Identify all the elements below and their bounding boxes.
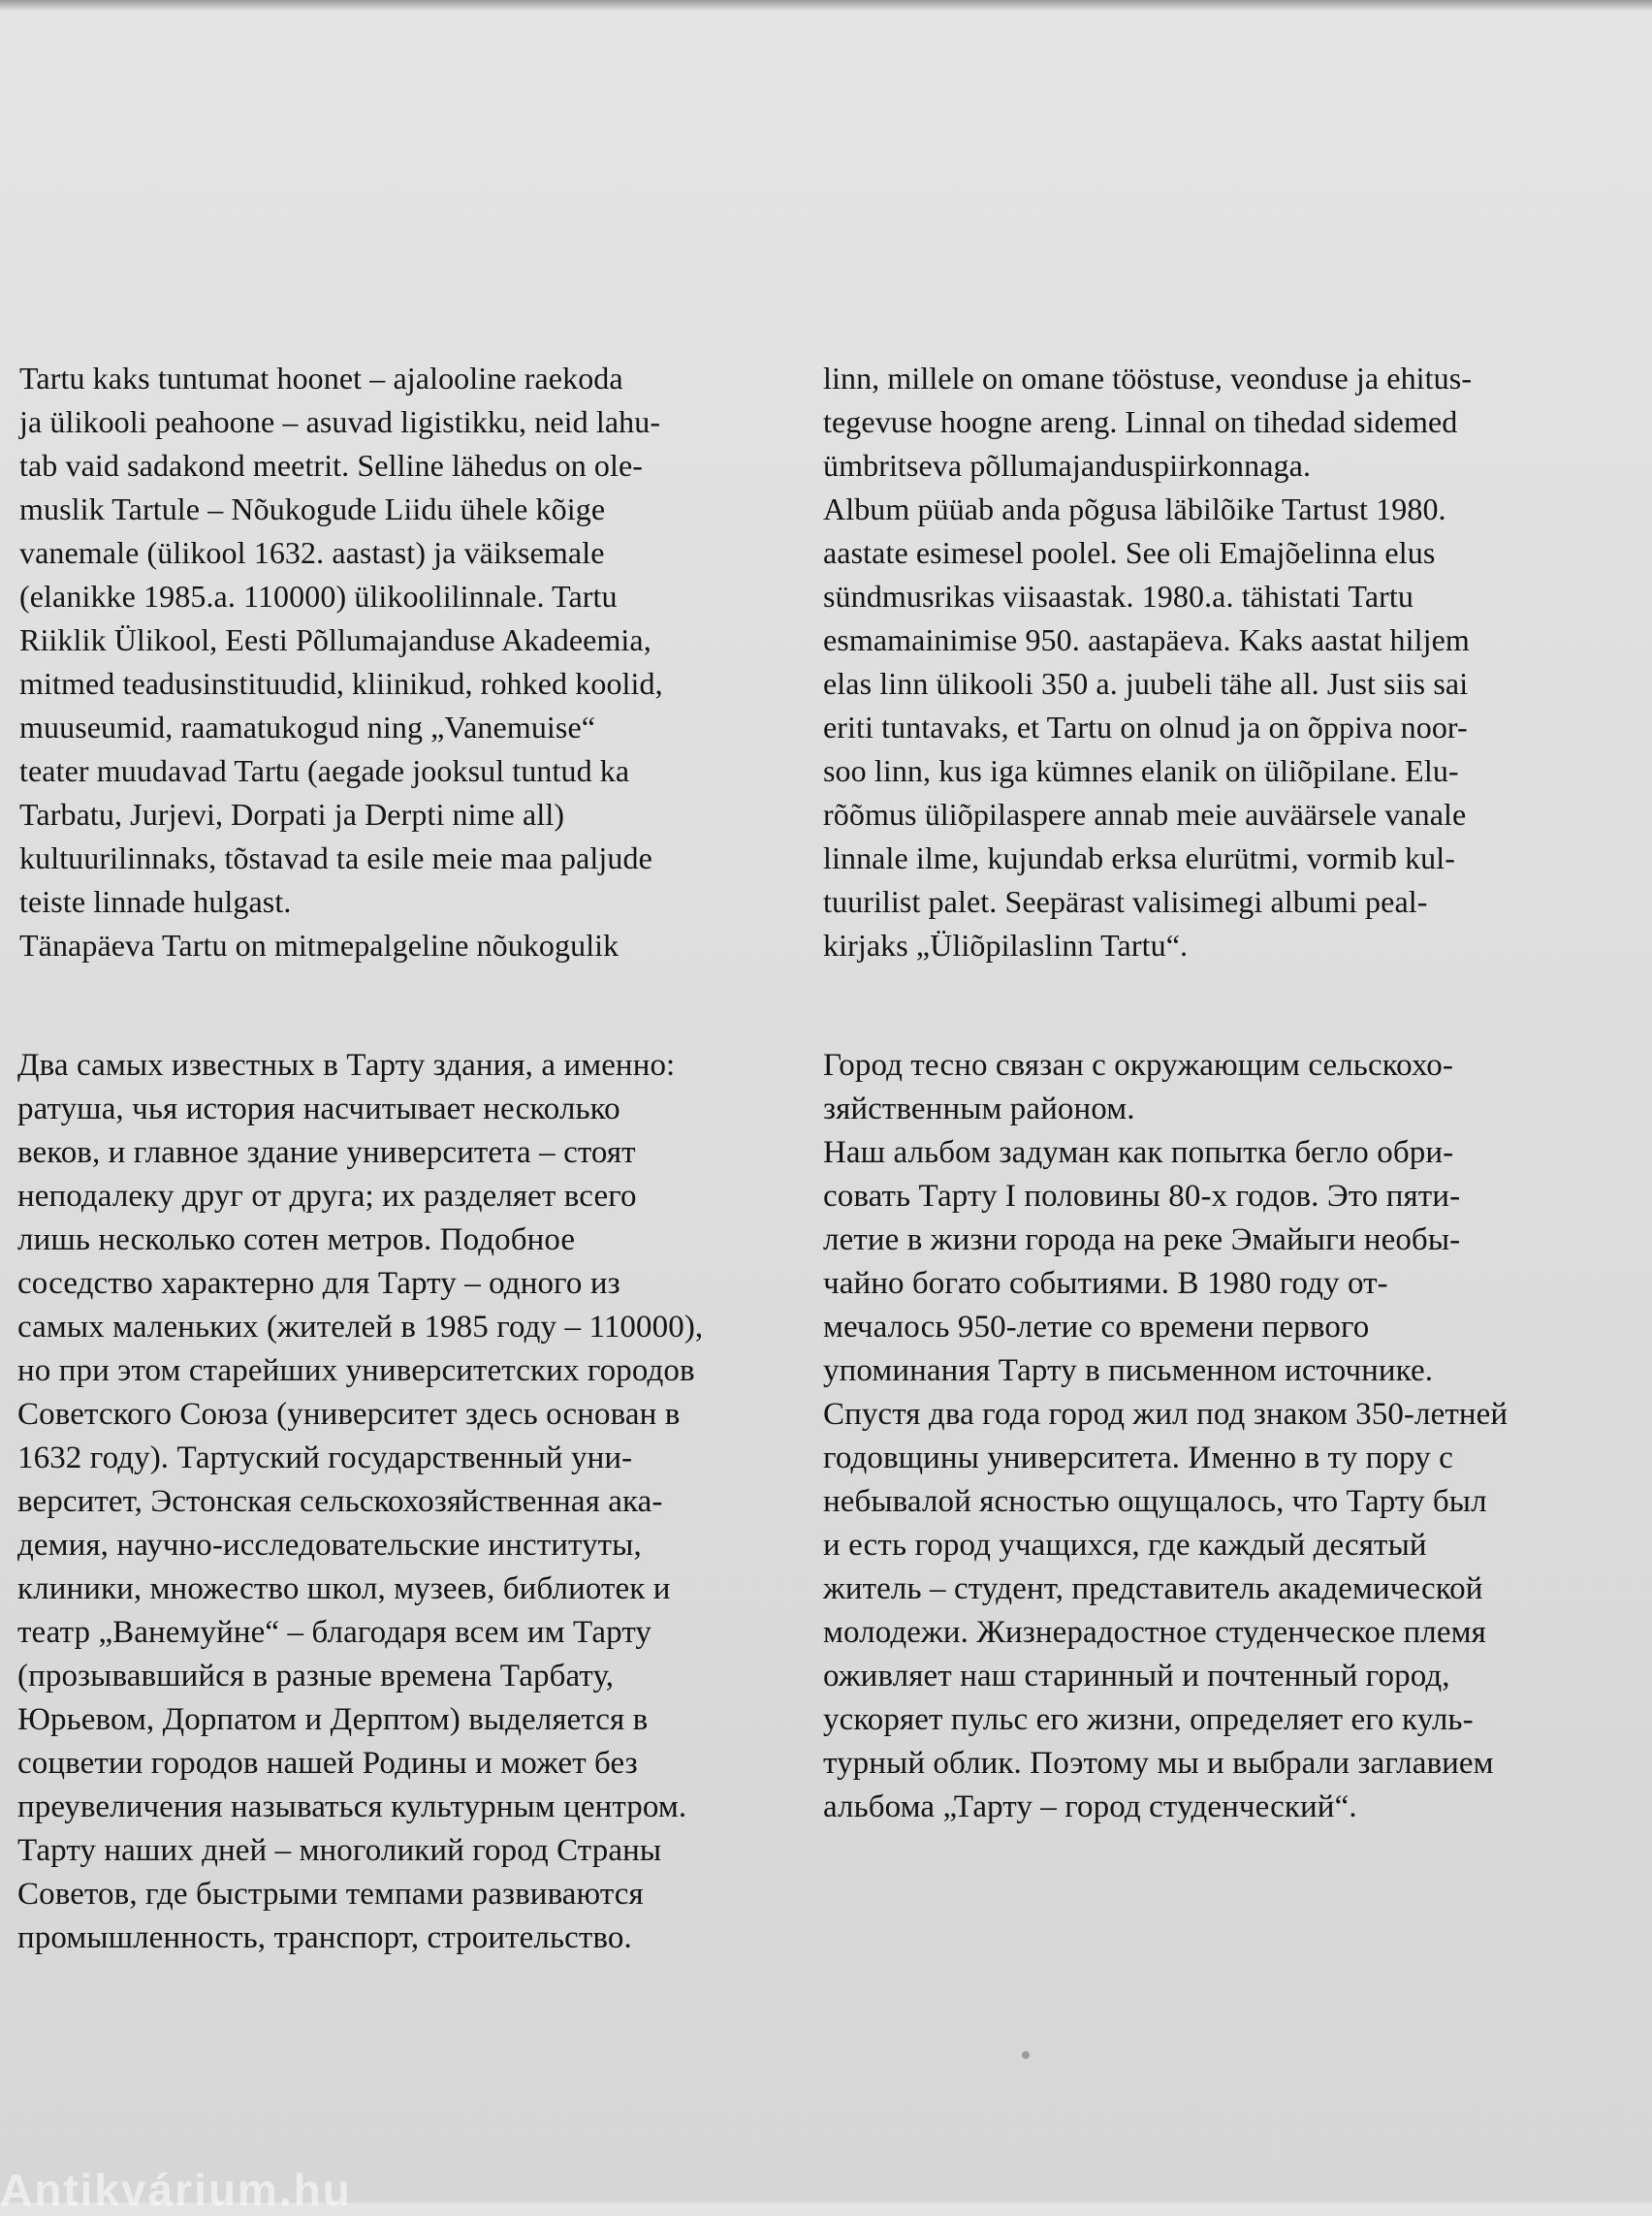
text-line: Юрьевом, Дорпатом и Дерптом) выделяется в [17, 1702, 649, 1737]
text-line: tab vaid sadakond meetrit. Selline lähedus on ole- [19, 448, 644, 483]
text-line: мечалось 950-летие со времени первого [823, 1310, 1370, 1345]
text-line: muslik Tartule – Nõukogude Liidu ühele kõige [19, 491, 606, 526]
text-line: и есть город учащихся, где каждый десятый [823, 1528, 1427, 1563]
text-line: Tarbatu, Jurjevi, Dorpati ja Derpti nime all) [19, 797, 565, 832]
text-line: tuurilist palet. Seepärast valisimegi albumi peal- [823, 884, 1428, 919]
text-line: eriti tuntavaks, et Tartu on olnud ja on õppiva noor- [823, 710, 1468, 744]
text-line: soo linn, kus iga kümnes elanik on üliõpilane. Elu- [823, 753, 1459, 788]
text-line: ümbritseva põllumajanduspiirkonnaga. [823, 448, 1312, 483]
text-line: mitmed teadusinstituudid, kliinikud, rohked koolid, [19, 666, 663, 701]
text-line: sündmusrikas viisaastak. 1980.a. tähistati Tartu [823, 579, 1414, 614]
text-line: teiste linnade hulgast. [19, 884, 292, 919]
text-line: vanemale (ülikool 1632. aastast) ja väiksemale [19, 535, 605, 570]
text-line: лишь несколько сотен метров. Подобное [17, 1222, 576, 1257]
text-line: kultuurilinnaks, tõstavad ta esile meie maa paljude [19, 840, 652, 875]
text-line: tegevuse hoogne areng. Linnal on tihedad sidemed [823, 404, 1458, 439]
text-line: Тарту наших дней – многоликий город Страны [17, 1833, 662, 1868]
text-line: aastate esimesel poolel. See oli Emajõelinna elus [823, 535, 1436, 570]
text-line: но при этом старейших университетских городов [17, 1353, 695, 1388]
text-line: Tartu kaks tuntumat hoonet – ajalooline raekoda [19, 361, 623, 396]
text-line: веков, и главное здание университета – стоят [17, 1135, 636, 1170]
text-line: демия, научно-исследовательские институты, [17, 1528, 642, 1563]
text-line: преувеличения называться культурным центром. [17, 1789, 687, 1824]
text-line: житель – студент, представитель академической [823, 1571, 1483, 1606]
text-line: Спустя два года город жил под знаком 350-летней [823, 1397, 1509, 1432]
text-line: молодежи. Жизнерадостное студенческое племя [823, 1615, 1486, 1650]
text-line: турный облик. Поэтому мы и выбрали заглавием [823, 1746, 1494, 1781]
text-line: Город тесно связан с окружающим сельскохо- [823, 1048, 1453, 1083]
text-line: ратуша, чья история насчитывает несколько [17, 1092, 620, 1126]
russian-text-right-column [823, 1044, 1508, 1829]
page-top-edge [0, 0, 1652, 12]
text-line: оживляет наш старинный и почтенный город, [823, 1659, 1450, 1694]
text-line: (elanikke 1985.a. 110000) ülikoolilinnale. Tartu [19, 579, 618, 614]
text-line: ускоряет пульс его жизни, определяет его куль- [823, 1702, 1474, 1737]
text-line: teater muudavad Tartu (aegade jooksul tuntud ka [19, 753, 630, 788]
text-line: зяйственным районом. [823, 1092, 1135, 1126]
text-line: совать Тарту I половины 80-х годов. Это пяти- [823, 1179, 1461, 1214]
russian-text-left-column [17, 1044, 703, 1960]
text-line: промышленность, транспорт, строительство. [17, 1920, 632, 1955]
text-line: клиники, множество школ, музеев, библиотек и [17, 1571, 671, 1606]
text-line: Два самых известных в Тарту здания, а именно: [17, 1048, 676, 1083]
text-line: чайно богато событиями. В 1980 году от- [823, 1266, 1388, 1301]
text-line: соцветии городов нашей Родины и может без [17, 1746, 638, 1781]
text-line: театр „Ванемуйне“ – благодаря всем им Тарту [17, 1615, 652, 1650]
text-line: esmamainimise 950. aastapäeva. Kaks aastat hiljem [823, 622, 1470, 657]
paper-speck [1022, 2051, 1030, 2059]
text-line: linn, millele on omane tööstuse, veonduse ja ehitus- [823, 361, 1473, 396]
estonian-text-left-column [19, 357, 663, 967]
text-line: (прозывавшийся в разные времена Тарбату, [17, 1659, 615, 1694]
text-line: небывалой ясностью ощущалось, что Тарту был [823, 1484, 1487, 1519]
text-line: соседство характерно для Тарту – одного из [17, 1266, 620, 1301]
text-line: linnale ilme, kujundab erksa elurütmi, vormib kul- [823, 840, 1455, 875]
text-line: Album püüab anda põgusa läbilõike Tartust 1980. [823, 491, 1446, 526]
text-line: kirjaks „Üliõpilaslinn Tartu“. [823, 928, 1189, 963]
text-line: упоминания Тарту в письменном источнике. [823, 1353, 1434, 1388]
text-line: неподалеку друг от друга; их разделяет всего [17, 1179, 637, 1214]
text-line: альбома „Тарту – город студенческий“. [823, 1789, 1357, 1824]
text-line: elas linn ülikooli 350 a. juubeli tähe all. Just siis sai [823, 666, 1469, 701]
text-line: самых маленьких (жителей в 1985 году – 110000), [17, 1310, 704, 1345]
text-line: muuseumid, raamatukogud ning „Vanemuise“ [19, 710, 596, 744]
text-line: верситет, Эстонская сельскохозяйственная ака- [17, 1484, 663, 1519]
text-line: Советов, где быстрыми темпами развиваются [17, 1877, 644, 1912]
text-line: Наш альбом задуман как попытка бегло обри- [823, 1135, 1454, 1170]
text-line: Советского Союза (университет здесь основан в [17, 1397, 681, 1432]
text-line: 1632 году). Тартуский государственный уни- [17, 1440, 633, 1475]
text-line: летие в жизни города на реке Эмайыги необы- [823, 1222, 1461, 1257]
text-line: rõõmus üliõpilaspere annab meie auväärsele vanale [823, 797, 1467, 832]
text-line: Tänapäeva Tartu on mitmepalgeline nõukogulik [19, 928, 620, 963]
text-line: ja ülikooli peahoone – asuvad ligistikku, neid lahu- [19, 404, 661, 439]
text-line: Riiklik Ülikool, Eesti Põllumajanduse Akadeemia, [19, 622, 651, 657]
text-line: годовщины университета. Именно в ту пору с [823, 1440, 1453, 1475]
estonian-text-right-column [823, 357, 1472, 967]
watermark: Antikvárium.hu [0, 2165, 352, 2215]
